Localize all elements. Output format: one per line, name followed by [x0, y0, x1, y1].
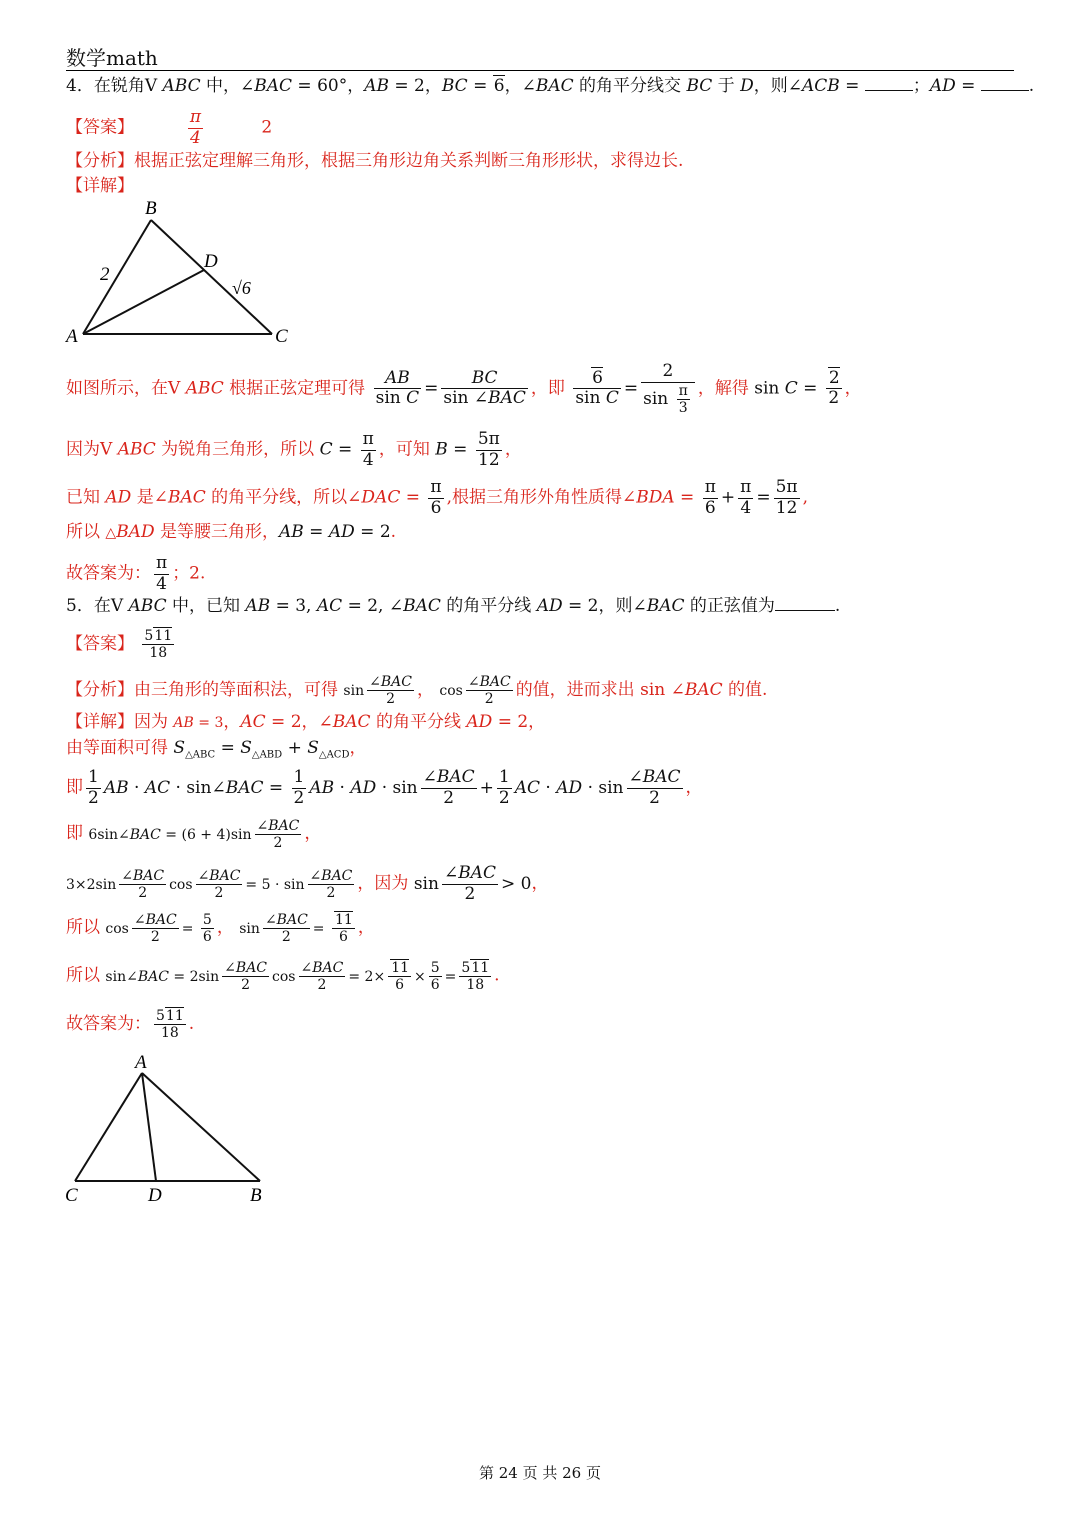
problem4-detail-label: 【详解】: [66, 176, 134, 196]
p4-step-1: 如图所示，在V ABC 根据正弦定理可得 $\frac{AB}{\text{sin C}}$ = $\frac{BC}{\text{sin ∠BAC}}$ ，即 $\frac{6}{\text{sin C}}$ = 2 sin $\frac{\pi}{3}$ ，解得 sin C = $\frac{2}{2}$ ，: [66, 361, 862, 416]
edge-ac: [75, 1073, 142, 1181]
vertex-d-label: D: [148, 1185, 162, 1206]
p4-step-4: 所以 △BAD 是等腰三角形，AB = AD = 2.: [66, 522, 397, 542]
page-header: 数学math: [66, 46, 158, 70]
p5-step-7: 所以 sin∠BAC = 2sin $\frac{\text{∠BAC}}{2}$ cos $\frac{\text{∠BAC}}{2}$ = 2× $\frac{11}{6}$ × $\frac{5}{6}$ = $\frac{511}{18}$ .: [66, 960, 500, 994]
p4-step-5: 故答案为： $\frac{\pi}{4}$ ；2.: [66, 553, 206, 594]
vertex-c-label: C: [65, 1185, 78, 1206]
problem5-question: 5．在V ABC 中，已知 AB = 3, AC = 2, ∠BAC 的角平分线 AD = 2，则∠BAC 的正弦值为 .: [66, 596, 841, 616]
triangle-figure-1: [60, 198, 300, 346]
header-divider: [66, 70, 1014, 71]
p5-step-8: 故答案为： $\frac{511}{18}$ .: [66, 1008, 195, 1042]
side-ab-length: 2: [100, 264, 110, 285]
problem5-answer: 【答案】 $\frac{511}{18}$: [66, 628, 173, 662]
page-footer: 第 24 页 共 26 页: [478, 1464, 601, 1482]
p4-step-2: 因为V ABC 为锐角三角形，所以 C = $\frac{\pi}{4}$ ，可知 B = $\frac{5\pi}{12}$ ，: [66, 429, 522, 470]
edge-ab: [142, 1073, 260, 1181]
p5-step-1: 【详解】因为 AB = 3，AC = 2，∠BAC 的角平分线 AD = 2，: [66, 712, 546, 732]
p5-step-3: 即 $\frac{1}{2}$ AB · AC · sin∠BAC = $\frac{1}{2}$ AB · AD · sin $\frac{\text{∠BAC}}{2}$ + $\frac{1}{2}$ AC · AD · sin $\frac{\text{∠BAC}}{2}$ ，: [66, 767, 703, 808]
vertex-d-label: D: [204, 251, 218, 272]
problem4-answer: 【答案】 $\frac{\pi}{4}$ 2: [66, 107, 273, 148]
vertex-a-label: A: [66, 326, 78, 346]
p5-step-2: 由等面积可得 $S_{\triangle ABC} = S_{\triangle ABD} + S_{\triangle ACD}$，: [66, 738, 367, 761]
problem4-analysis: 【分析】根据正弦定理解三角形，根据三角形边角关系判断三角形形状，求得边长.: [66, 151, 684, 171]
vertex-b-label: B: [145, 198, 157, 219]
p5-step-5: 3×2sin $\frac{\text{∠BAC}}{2}$ cos $\frac{\text{∠BAC}}{2}$ = 5 · sin $\frac{\text{∠BAC}}{2}$ ，因为 sin $\frac{\text{∠BAC}}{2}$ > 0，: [66, 863, 549, 904]
bisector-ad: [142, 1073, 156, 1181]
p4-step-3: 已知 AD 是∠BAC 的角平分线，所以∠DAC = $\frac{\pi}{6}$ ,根据三角形外角性质得∠BDA = $\frac{\pi}{6}$ + $\frac{\pi}{4}$ = $\frac{5\pi}{12}$ ,: [66, 477, 808, 518]
vertex-b-label: B: [250, 1185, 262, 1206]
problem5-analysis: 【分析】由三角形的等面积法，可得 sin $\frac{\text{∠BAC}}{2}$ ， cos $\frac{\text{∠BAC}}{2}$ 的值，进而求出 sin ∠BAC 的值.: [66, 674, 768, 708]
problem4-question: 4．在锐角V ABC 中，∠BAC = 60°，AB = 2，BC = 6，∠BAC 的角平分线交 BC 于 D，则∠ACB = ；AD = .: [66, 76, 1035, 96]
vertex-a-label: A: [135, 1052, 147, 1073]
p5-step-6: 所以 cos $\frac{\text{∠BAC}}{2}$ = $\frac{5}{6}$ ， sin $\frac{\text{∠BAC}}{2}$ = $\frac{11}{6}$ ，: [66, 912, 375, 946]
edge-bc: [151, 220, 272, 334]
p5-step-4: 即 6sin∠BAC = (6 + 4)sin $\frac{\text{∠BAC}}{2}$ ，: [66, 818, 322, 852]
triangle-figure-2: [60, 1050, 280, 1210]
side-dc-length: √6: [232, 278, 251, 298]
vertex-c-label: C: [275, 326, 288, 346]
